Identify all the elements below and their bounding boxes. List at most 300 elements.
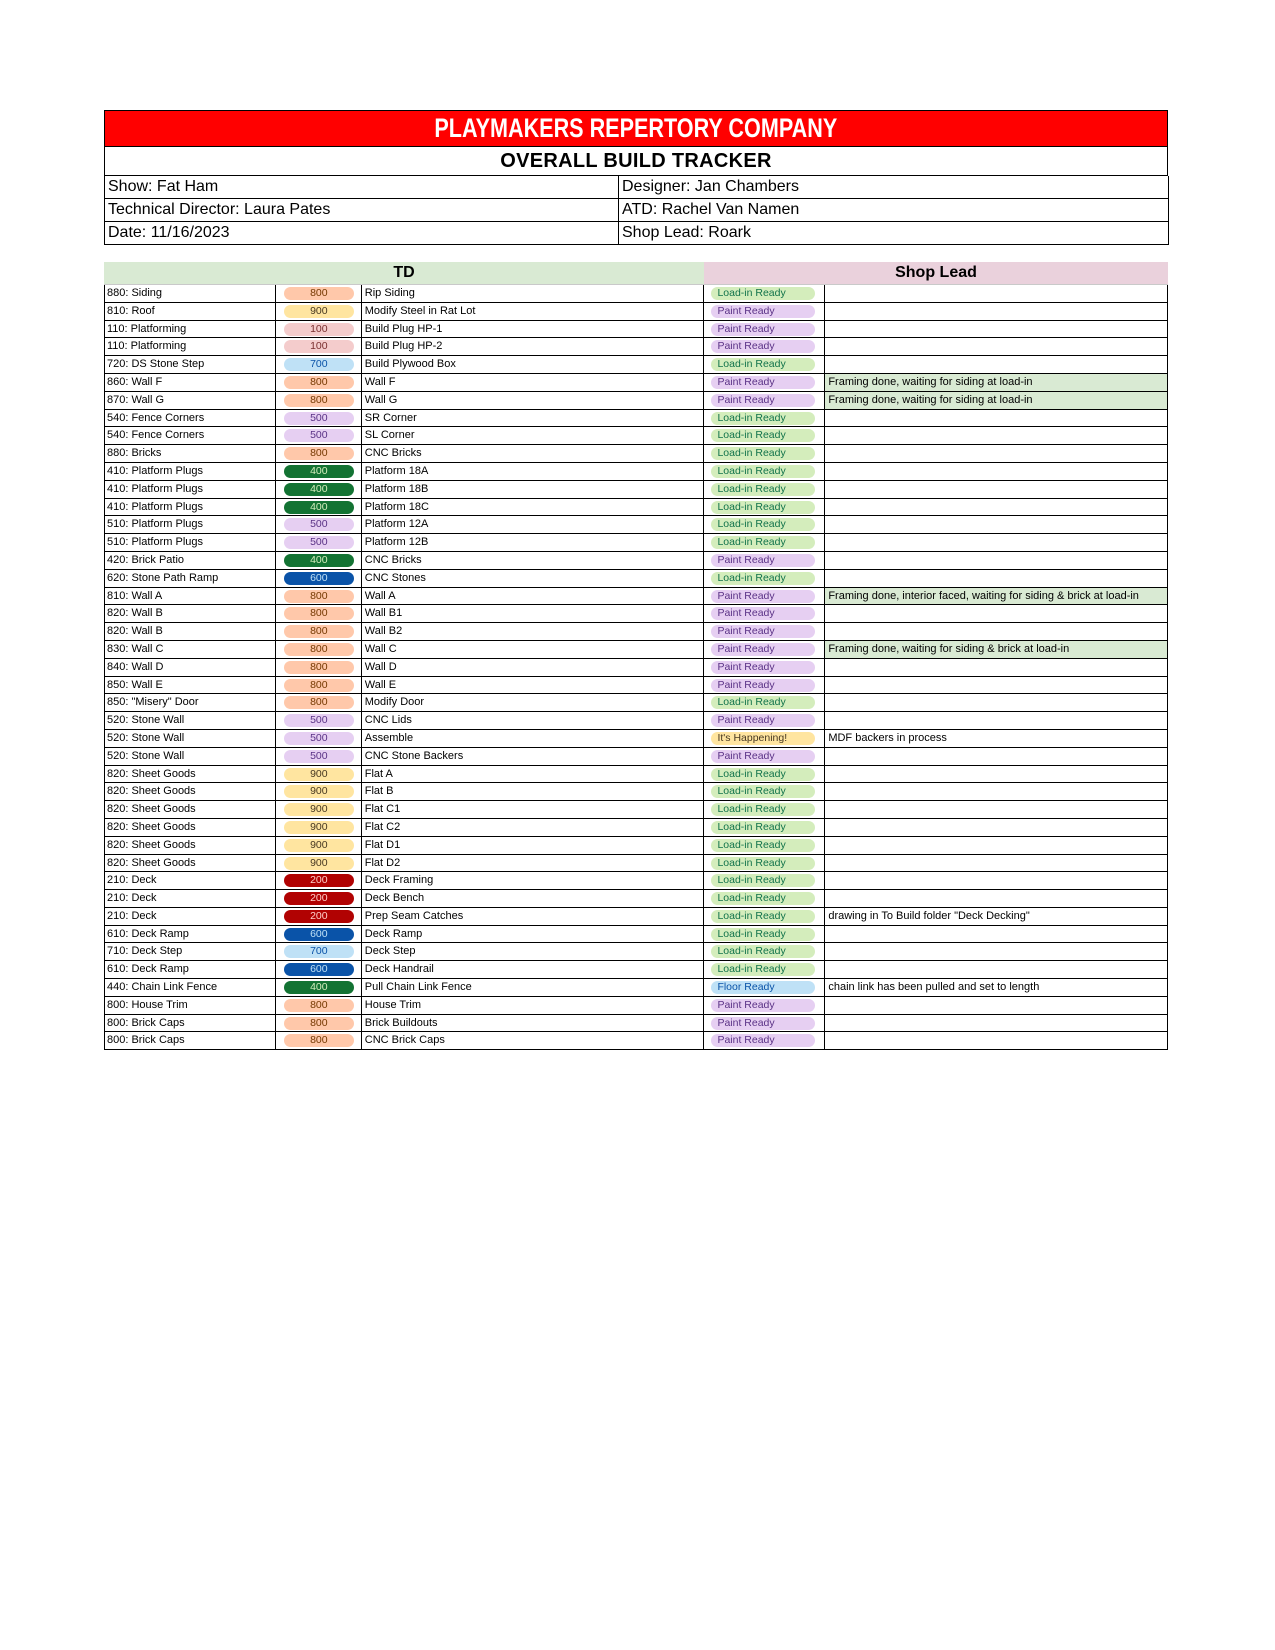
note-cell[interactable]: Framing done, waiting for siding & brick at load-in bbox=[825, 641, 1168, 659]
status-chip: Load-in Ready bbox=[711, 501, 815, 514]
show-field[interactable]: Show: Fat Ham bbox=[105, 176, 619, 199]
status-cell[interactable] bbox=[704, 855, 825, 873]
code-cell[interactable] bbox=[276, 659, 362, 677]
code-chip: 500 bbox=[284, 714, 354, 727]
category-cell[interactable]: 520: Stone Wall bbox=[105, 712, 276, 730]
status-cell[interactable] bbox=[704, 338, 825, 356]
status-cell[interactable] bbox=[704, 659, 825, 677]
status-chip: Paint Ready bbox=[711, 661, 815, 674]
status-chip: Load-in Ready bbox=[711, 945, 815, 958]
item-cell[interactable]: Wall A bbox=[362, 588, 705, 606]
code-cell[interactable] bbox=[276, 356, 362, 374]
table-row bbox=[105, 677, 1168, 695]
status-cell[interactable] bbox=[704, 979, 825, 997]
item-cell[interactable]: Deck Handrail bbox=[362, 961, 705, 979]
category-cell[interactable]: 850: Wall E bbox=[105, 677, 276, 695]
status-cell[interactable] bbox=[704, 730, 825, 748]
note-cell[interactable]: chain link has been pulled and set to length bbox=[825, 979, 1168, 997]
item-cell[interactable]: Platform 18A bbox=[362, 463, 705, 481]
category-cell[interactable]: 210: Deck bbox=[105, 908, 276, 926]
note-cell[interactable] bbox=[825, 303, 1168, 321]
item-cell[interactable]: CNC Bricks bbox=[362, 552, 705, 570]
category-cell[interactable]: 820: Sheet Goods bbox=[105, 819, 276, 837]
note-cell[interactable] bbox=[825, 766, 1168, 784]
status-cell[interactable] bbox=[704, 356, 825, 374]
status-chip: Load-in Ready bbox=[711, 874, 815, 887]
note-cell[interactable] bbox=[825, 997, 1168, 1015]
code-chip: 800 bbox=[284, 607, 354, 620]
status-cell[interactable] bbox=[704, 783, 825, 801]
code-chip: 800 bbox=[284, 1017, 354, 1030]
code-chip: 900 bbox=[284, 785, 354, 798]
category-cell[interactable]: 800: Brick Caps bbox=[105, 1015, 276, 1033]
code-cell[interactable] bbox=[276, 552, 362, 570]
company-banner bbox=[104, 110, 1168, 147]
note-cell[interactable] bbox=[825, 534, 1168, 552]
item-cell[interactable]: Rip Siding bbox=[362, 285, 705, 303]
status-chip: Paint Ready bbox=[711, 643, 815, 656]
code-cell[interactable] bbox=[276, 605, 362, 623]
item-cell[interactable]: Flat B bbox=[362, 783, 705, 801]
code-cell[interactable] bbox=[276, 855, 362, 873]
item-cell[interactable]: Platform 12B bbox=[362, 534, 705, 552]
code-chip: 800 bbox=[284, 394, 354, 407]
code-cell[interactable] bbox=[276, 481, 362, 499]
table-row bbox=[105, 890, 1168, 908]
item-cell[interactable]: Deck Bench bbox=[362, 890, 705, 908]
category-cell[interactable]: 210: Deck bbox=[105, 890, 276, 908]
status-chip: Load-in Ready bbox=[711, 768, 815, 781]
status-cell[interactable] bbox=[704, 410, 825, 428]
code-cell[interactable] bbox=[276, 338, 362, 356]
category-cell[interactable]: 420: Brick Patio bbox=[105, 552, 276, 570]
code-cell[interactable] bbox=[276, 908, 362, 926]
code-chip: 900 bbox=[284, 821, 354, 834]
note-cell[interactable] bbox=[825, 481, 1168, 499]
table-row bbox=[105, 712, 1168, 730]
code-chip: 800 bbox=[284, 999, 354, 1012]
date-field[interactable]: Date: 11/16/2023 bbox=[105, 222, 619, 245]
status-cell[interactable] bbox=[704, 1015, 825, 1033]
item-cell[interactable]: Build Plywood Box bbox=[362, 356, 705, 374]
category-cell[interactable]: 820: Wall B bbox=[105, 623, 276, 641]
item-cell[interactable]: Wall E bbox=[362, 677, 705, 695]
status-cell[interactable] bbox=[704, 623, 825, 641]
designer-field[interactable]: Designer: Jan Chambers bbox=[619, 176, 1169, 199]
item-cell[interactable]: Pull Chain Link Fence bbox=[362, 979, 705, 997]
category-cell[interactable]: 410: Platform Plugs bbox=[105, 481, 276, 499]
table-row bbox=[105, 356, 1168, 374]
note-cell[interactable] bbox=[825, 338, 1168, 356]
note-cell[interactable] bbox=[825, 605, 1168, 623]
status-cell[interactable] bbox=[704, 801, 825, 819]
item-cell[interactable]: Platform 18B bbox=[362, 481, 705, 499]
category-cell[interactable]: 800: House Trim bbox=[105, 997, 276, 1015]
category-cell[interactable]: 620: Stone Path Ramp bbox=[105, 570, 276, 588]
status-chip: Paint Ready bbox=[711, 554, 815, 567]
status-cell[interactable] bbox=[704, 926, 825, 944]
note-cell[interactable] bbox=[825, 694, 1168, 712]
status-cell[interactable] bbox=[704, 321, 825, 339]
code-chip: 900 bbox=[284, 305, 354, 318]
status-cell[interactable] bbox=[704, 303, 825, 321]
table-row bbox=[105, 605, 1168, 623]
category-cell[interactable]: 210: Deck bbox=[105, 872, 276, 890]
code-cell[interactable] bbox=[276, 677, 362, 695]
note-cell[interactable] bbox=[825, 552, 1168, 570]
code-cell[interactable] bbox=[276, 872, 362, 890]
code-cell[interactable] bbox=[276, 730, 362, 748]
item-cell[interactable]: CNC Bricks bbox=[362, 445, 705, 463]
status-cell[interactable] bbox=[704, 481, 825, 499]
category-cell[interactable]: 820: Sheet Goods bbox=[105, 766, 276, 784]
note-cell[interactable] bbox=[825, 463, 1168, 481]
category-cell[interactable]: 410: Platform Plugs bbox=[105, 499, 276, 517]
note-cell[interactable] bbox=[825, 499, 1168, 517]
code-cell[interactable] bbox=[276, 321, 362, 339]
code-cell[interactable] bbox=[276, 961, 362, 979]
note-cell[interactable] bbox=[825, 890, 1168, 908]
code-chip: 200 bbox=[284, 892, 354, 905]
table-row bbox=[105, 961, 1168, 979]
code-chip: 500 bbox=[284, 429, 354, 442]
status-cell[interactable] bbox=[704, 499, 825, 517]
category-cell[interactable]: 610: Deck Ramp bbox=[105, 926, 276, 944]
code-cell[interactable] bbox=[276, 463, 362, 481]
table-row bbox=[105, 943, 1168, 961]
table-row bbox=[105, 481, 1168, 499]
code-chip: 500 bbox=[284, 750, 354, 763]
category-cell[interactable]: 520: Stone Wall bbox=[105, 748, 276, 766]
status-cell[interactable] bbox=[704, 641, 825, 659]
code-cell[interactable] bbox=[276, 427, 362, 445]
status-cell[interactable] bbox=[704, 748, 825, 766]
code-cell[interactable] bbox=[276, 623, 362, 641]
status-cell[interactable] bbox=[704, 890, 825, 908]
note-cell[interactable] bbox=[825, 819, 1168, 837]
code-chip: 900 bbox=[284, 768, 354, 781]
code-cell[interactable] bbox=[276, 783, 362, 801]
code-cell[interactable] bbox=[276, 392, 362, 410]
note-cell[interactable] bbox=[825, 748, 1168, 766]
note-cell[interactable] bbox=[825, 410, 1168, 428]
table-row bbox=[105, 570, 1168, 588]
code-cell[interactable] bbox=[276, 516, 362, 534]
code-cell[interactable] bbox=[276, 1015, 362, 1033]
category-cell[interactable]: 820: Sheet Goods bbox=[105, 801, 276, 819]
note-cell[interactable] bbox=[825, 570, 1168, 588]
category-cell[interactable]: 440: Chain Link Fence bbox=[105, 979, 276, 997]
table-row bbox=[105, 819, 1168, 837]
shop-lead-field[interactable]: Shop Lead: Roark bbox=[619, 222, 1169, 245]
item-cell[interactable]: Assemble bbox=[362, 730, 705, 748]
category-cell[interactable]: 510: Platform Plugs bbox=[105, 516, 276, 534]
code-cell[interactable] bbox=[276, 819, 362, 837]
code-chip: 400 bbox=[284, 981, 354, 994]
category-cell[interactable]: 830: Wall C bbox=[105, 641, 276, 659]
item-cell[interactable]: Wall B1 bbox=[362, 605, 705, 623]
status-chip: Load-in Ready bbox=[711, 536, 815, 549]
item-cell[interactable]: CNC Lids bbox=[362, 712, 705, 730]
table-row bbox=[105, 979, 1168, 997]
table-row bbox=[105, 588, 1168, 606]
item-cell[interactable]: CNC Stone Backers bbox=[362, 748, 705, 766]
code-cell[interactable] bbox=[276, 926, 362, 944]
status-chip: Paint Ready bbox=[711, 394, 815, 407]
category-cell[interactable]: 110: Platforming bbox=[105, 338, 276, 356]
code-cell[interactable] bbox=[276, 943, 362, 961]
table-row bbox=[105, 855, 1168, 873]
table-row bbox=[105, 374, 1168, 392]
category-cell[interactable]: 720: DS Stone Step bbox=[105, 356, 276, 374]
company-name: PLAYMAKERS REPERTORY COMPANY bbox=[434, 113, 838, 143]
code-cell[interactable] bbox=[276, 588, 362, 606]
note-cell[interactable]: MDF backers in process bbox=[825, 730, 1168, 748]
item-cell[interactable]: Prep Seam Catches bbox=[362, 908, 705, 926]
atd-field[interactable]: ATD: Rachel Van Namen bbox=[619, 199, 1169, 222]
code-cell[interactable] bbox=[276, 641, 362, 659]
code-chip: 400 bbox=[284, 554, 354, 567]
status-cell[interactable] bbox=[704, 552, 825, 570]
category-cell[interactable]: 800: Brick Caps bbox=[105, 1032, 276, 1050]
item-cell[interactable]: Deck Ramp bbox=[362, 926, 705, 944]
item-cell[interactable]: Flat A bbox=[362, 766, 705, 784]
item-cell[interactable]: Brick Buildouts bbox=[362, 1015, 705, 1033]
code-cell[interactable] bbox=[276, 374, 362, 392]
technical-director-field[interactable]: Technical Director: Laura Pates bbox=[105, 199, 619, 222]
status-cell[interactable] bbox=[704, 694, 825, 712]
status-chip: Load-in Ready bbox=[711, 447, 815, 460]
code-cell[interactable] bbox=[276, 766, 362, 784]
status-cell[interactable] bbox=[704, 427, 825, 445]
status-chip: Load-in Ready bbox=[711, 803, 815, 816]
note-cell[interactable] bbox=[825, 783, 1168, 801]
item-cell[interactable]: SL Corner bbox=[362, 427, 705, 445]
category-cell[interactable]: 820: Sheet Goods bbox=[105, 855, 276, 873]
item-cell[interactable]: Modify Steel in Rat Lot bbox=[362, 303, 705, 321]
code-cell[interactable] bbox=[276, 445, 362, 463]
item-cell[interactable]: Deck Framing bbox=[362, 872, 705, 890]
item-cell[interactable]: CNC Brick Caps bbox=[362, 1032, 705, 1050]
note-cell[interactable] bbox=[825, 837, 1168, 855]
category-cell[interactable]: 810: Roof bbox=[105, 303, 276, 321]
status-cell[interactable] bbox=[704, 766, 825, 784]
item-cell[interactable]: Platform 18C bbox=[362, 499, 705, 517]
item-cell[interactable]: House Trim bbox=[362, 997, 705, 1015]
code-cell[interactable] bbox=[276, 1032, 362, 1050]
status-cell[interactable] bbox=[704, 285, 825, 303]
category-cell[interactable]: 810: Wall A bbox=[105, 588, 276, 606]
category-cell[interactable]: 520: Stone Wall bbox=[105, 730, 276, 748]
section-headers bbox=[104, 262, 1168, 285]
note-cell[interactable] bbox=[825, 677, 1168, 695]
tracker-table bbox=[104, 285, 1168, 1050]
status-chip: Paint Ready bbox=[711, 376, 815, 389]
item-cell[interactable]: CNC Stones bbox=[362, 570, 705, 588]
status-chip: Load-in Ready bbox=[711, 412, 815, 425]
note-cell[interactable] bbox=[825, 445, 1168, 463]
status-cell[interactable] bbox=[704, 872, 825, 890]
category-cell[interactable]: 410: Platform Plugs bbox=[105, 463, 276, 481]
item-cell[interactable]: Wall F bbox=[362, 374, 705, 392]
table-row bbox=[105, 445, 1168, 463]
category-cell[interactable]: 850: "Misery" Door bbox=[105, 694, 276, 712]
item-cell[interactable]: Modify Door bbox=[362, 694, 705, 712]
category-cell[interactable]: 710: Deck Step bbox=[105, 943, 276, 961]
status-cell[interactable] bbox=[704, 677, 825, 695]
code-chip: 800 bbox=[284, 1034, 354, 1047]
item-cell[interactable]: Flat D1 bbox=[362, 837, 705, 855]
status-chip: Load-in Ready bbox=[711, 857, 815, 870]
code-chip: 800 bbox=[284, 625, 354, 638]
item-cell[interactable]: SR Corner bbox=[362, 410, 705, 428]
item-cell[interactable]: Wall G bbox=[362, 392, 705, 410]
code-chip: 500 bbox=[284, 518, 354, 531]
status-chip: Paint Ready bbox=[711, 340, 815, 353]
table-row bbox=[105, 534, 1168, 552]
code-cell[interactable] bbox=[276, 712, 362, 730]
category-cell[interactable]: 870: Wall G bbox=[105, 392, 276, 410]
category-cell[interactable]: 820: Sheet Goods bbox=[105, 837, 276, 855]
note-cell[interactable]: Framing done, waiting for siding at load-in bbox=[825, 392, 1168, 410]
note-cell[interactable]: Framing done, waiting for siding at load-in bbox=[825, 374, 1168, 392]
code-cell[interactable] bbox=[276, 837, 362, 855]
status-chip: Floor Ready bbox=[711, 981, 815, 994]
category-cell[interactable]: 510: Platform Plugs bbox=[105, 534, 276, 552]
table-row bbox=[105, 338, 1168, 356]
note-cell[interactable] bbox=[825, 516, 1168, 534]
note-cell[interactable] bbox=[825, 285, 1168, 303]
status-chip: Paint Ready bbox=[711, 1034, 815, 1047]
item-cell[interactable]: Flat D2 bbox=[362, 855, 705, 873]
status-cell[interactable] bbox=[704, 908, 825, 926]
table-row bbox=[105, 1015, 1168, 1033]
table-row bbox=[105, 659, 1168, 677]
code-cell[interactable] bbox=[276, 890, 362, 908]
category-cell[interactable]: 860: Wall F bbox=[105, 374, 276, 392]
category-cell[interactable]: 820: Sheet Goods bbox=[105, 783, 276, 801]
category-cell[interactable]: 610: Deck Ramp bbox=[105, 961, 276, 979]
code-chip: 800 bbox=[284, 661, 354, 674]
status-chip: Load-in Ready bbox=[711, 892, 815, 905]
code-cell[interactable] bbox=[276, 997, 362, 1015]
code-cell[interactable] bbox=[276, 979, 362, 997]
note-cell[interactable] bbox=[825, 961, 1168, 979]
note-cell[interactable]: Framing done, interior faced, waiting for siding & brick at load-in bbox=[825, 588, 1168, 606]
table-row bbox=[105, 552, 1168, 570]
status-chip: Paint Ready bbox=[711, 323, 815, 336]
table-row bbox=[105, 694, 1168, 712]
note-cell[interactable]: drawing in To Build folder "Deck Decking" bbox=[825, 908, 1168, 926]
item-cell[interactable]: Platform 12A bbox=[362, 516, 705, 534]
note-cell[interactable] bbox=[825, 659, 1168, 677]
code-cell[interactable] bbox=[276, 570, 362, 588]
note-cell[interactable] bbox=[825, 855, 1168, 873]
status-chip: Load-in Ready bbox=[711, 821, 815, 834]
status-cell[interactable] bbox=[704, 463, 825, 481]
code-cell[interactable] bbox=[276, 534, 362, 552]
status-cell[interactable] bbox=[704, 1032, 825, 1050]
status-cell[interactable] bbox=[704, 819, 825, 837]
status-chip: Load-in Ready bbox=[711, 928, 815, 941]
note-cell[interactable] bbox=[825, 356, 1168, 374]
item-cell[interactable]: Build Plug HP-2 bbox=[362, 338, 705, 356]
status-cell[interactable] bbox=[704, 997, 825, 1015]
status-cell[interactable] bbox=[704, 516, 825, 534]
category-cell[interactable]: 540: Fence Corners bbox=[105, 427, 276, 445]
note-cell[interactable] bbox=[825, 926, 1168, 944]
td-section-header: TD bbox=[104, 262, 704, 285]
table-row bbox=[105, 766, 1168, 784]
item-cell[interactable]: Flat C2 bbox=[362, 819, 705, 837]
status-chip: Paint Ready bbox=[711, 750, 815, 763]
status-cell[interactable] bbox=[704, 588, 825, 606]
category-cell[interactable]: 820: Wall B bbox=[105, 605, 276, 623]
status-chip: Paint Ready bbox=[711, 305, 815, 318]
note-cell[interactable] bbox=[825, 1015, 1168, 1033]
status-chip: Paint Ready bbox=[711, 999, 815, 1012]
category-cell[interactable]: 540: Fence Corners bbox=[105, 410, 276, 428]
note-cell[interactable] bbox=[825, 321, 1168, 339]
code-chip: 400 bbox=[284, 483, 354, 496]
status-chip: Load-in Ready bbox=[711, 358, 815, 371]
code-cell[interactable] bbox=[276, 694, 362, 712]
category-cell[interactable]: 880: Siding bbox=[105, 285, 276, 303]
note-cell[interactable] bbox=[825, 943, 1168, 961]
item-cell[interactable]: Wall D bbox=[362, 659, 705, 677]
code-chip: 800 bbox=[284, 447, 354, 460]
status-chip: Paint Ready bbox=[711, 714, 815, 727]
status-cell[interactable] bbox=[704, 837, 825, 855]
item-cell[interactable]: Wall B2 bbox=[362, 623, 705, 641]
status-cell[interactable] bbox=[704, 605, 825, 623]
note-cell[interactable] bbox=[825, 427, 1168, 445]
status-cell[interactable] bbox=[704, 961, 825, 979]
category-cell[interactable]: 840: Wall D bbox=[105, 659, 276, 677]
status-chip: Load-in Ready bbox=[711, 963, 815, 976]
note-cell[interactable] bbox=[825, 801, 1168, 819]
category-cell[interactable]: 880: Bricks bbox=[105, 445, 276, 463]
item-cell[interactable]: Build Plug HP-1 bbox=[362, 321, 705, 339]
status-cell[interactable] bbox=[704, 374, 825, 392]
code-cell[interactable] bbox=[276, 303, 362, 321]
category-cell[interactable]: 110: Platforming bbox=[105, 321, 276, 339]
note-cell[interactable] bbox=[825, 712, 1168, 730]
code-cell[interactable] bbox=[276, 499, 362, 517]
table-row bbox=[105, 997, 1168, 1015]
code-cell[interactable] bbox=[276, 748, 362, 766]
status-cell[interactable] bbox=[704, 392, 825, 410]
item-cell[interactable]: Deck Step bbox=[362, 943, 705, 961]
table-row bbox=[105, 303, 1168, 321]
status-chip: Load-in Ready bbox=[711, 572, 815, 585]
status-cell[interactable] bbox=[704, 445, 825, 463]
note-cell[interactable] bbox=[825, 1032, 1168, 1050]
item-cell[interactable]: Wall C bbox=[362, 641, 705, 659]
code-cell[interactable] bbox=[276, 410, 362, 428]
status-cell[interactable] bbox=[704, 570, 825, 588]
item-cell[interactable]: Flat C1 bbox=[362, 801, 705, 819]
code-cell[interactable] bbox=[276, 285, 362, 303]
status-cell[interactable] bbox=[704, 534, 825, 552]
status-cell[interactable] bbox=[704, 943, 825, 961]
status-cell[interactable] bbox=[704, 712, 825, 730]
code-cell[interactable] bbox=[276, 801, 362, 819]
note-cell[interactable] bbox=[825, 623, 1168, 641]
build-tracker-sheet bbox=[104, 110, 1168, 1050]
table-row bbox=[105, 783, 1168, 801]
note-cell[interactable] bbox=[825, 872, 1168, 890]
